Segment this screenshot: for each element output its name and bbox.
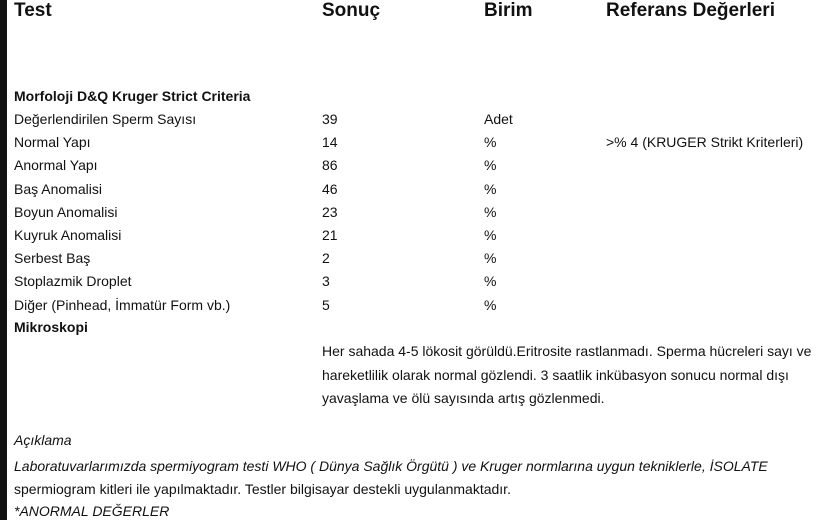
row-9-unit: % (484, 296, 497, 313)
row-7-test: Serbest Baş (14, 250, 91, 267)
row-5-unit: % (484, 203, 497, 220)
left-border (0, 0, 7, 520)
row-2-reference: >% 4 (KRUGER Strikt Kriterleri) (606, 134, 804, 151)
row-8-test: Stoplazmik Droplet (14, 273, 132, 290)
row-3-unit: % (484, 157, 497, 174)
notes-line-1: Laboratuvarlarımızda spermiyogram testi WHO ( Dünya Sağlık Örgütü ) ve Kruger normlarına uygun tekniklerle, İSOLATE (14, 458, 768, 474)
row-6-test: Kuyruk Anomalisi (14, 227, 122, 243)
row-1-test: Değerlendirilen Sperm Sayısı (14, 111, 197, 127)
row-5-result: 23 (322, 203, 338, 220)
row-1-unit: Adet (484, 111, 513, 127)
row-9-result: 5 (322, 296, 330, 313)
row-4-test: Baş Anomalisi (14, 180, 102, 197)
row-4-result: 46 (322, 180, 338, 197)
abnormal-values-note: *ANORMAL DEĞERLER (14, 503, 170, 519)
section-title: Morfoloji D&Q Kruger Strict Criteria (14, 88, 251, 104)
row-6-result: 21 (322, 227, 338, 243)
row-7-unit: % (484, 250, 497, 267)
notes-title: Açıklama (14, 432, 72, 448)
row-5-test: Boyun Anomalisi (14, 203, 118, 220)
row-2-result: 14 (322, 134, 338, 151)
row-2-unit: % (484, 134, 497, 151)
header-test: Test (14, 0, 52, 21)
row-4-unit: % (484, 180, 497, 197)
microscopy-title: Mikroskopi (14, 319, 88, 335)
row-8-unit: % (484, 273, 497, 290)
notes-line-2: spermiogram kitleri ile yapılmaktadır. Testler bilgisayar destekli uygulanmaktadır. (14, 481, 511, 497)
row-7-result: 2 (322, 250, 330, 267)
row-8-result: 3 (322, 273, 330, 290)
row-9-test: Diğer (Pinhead, İmmatür Form vb.) (14, 296, 231, 313)
microscopy-text: Her sahada 4-5 lökosit görüldü.Eritrosite rastlanmadı. Sperma hücreleri sayı ve hareketlilik olarak normal gözlendi. 3 saatlik inkübasyon sonucu normal dışı yavaşlama ve ölü sayısında artış gözlenmedi. (322, 343, 812, 406)
row-3-test: Anormal Yapı (14, 157, 98, 174)
header-unit: Birim (484, 0, 533, 21)
row-6-unit: % (484, 227, 497, 243)
row-1-result: 39 (322, 111, 338, 127)
header-result: Sonuç (322, 0, 381, 21)
header-reference: Referans Değerleri (606, 0, 775, 21)
row-3-result: 86 (322, 157, 338, 174)
row-2-test: Normal Yapı (14, 134, 91, 151)
